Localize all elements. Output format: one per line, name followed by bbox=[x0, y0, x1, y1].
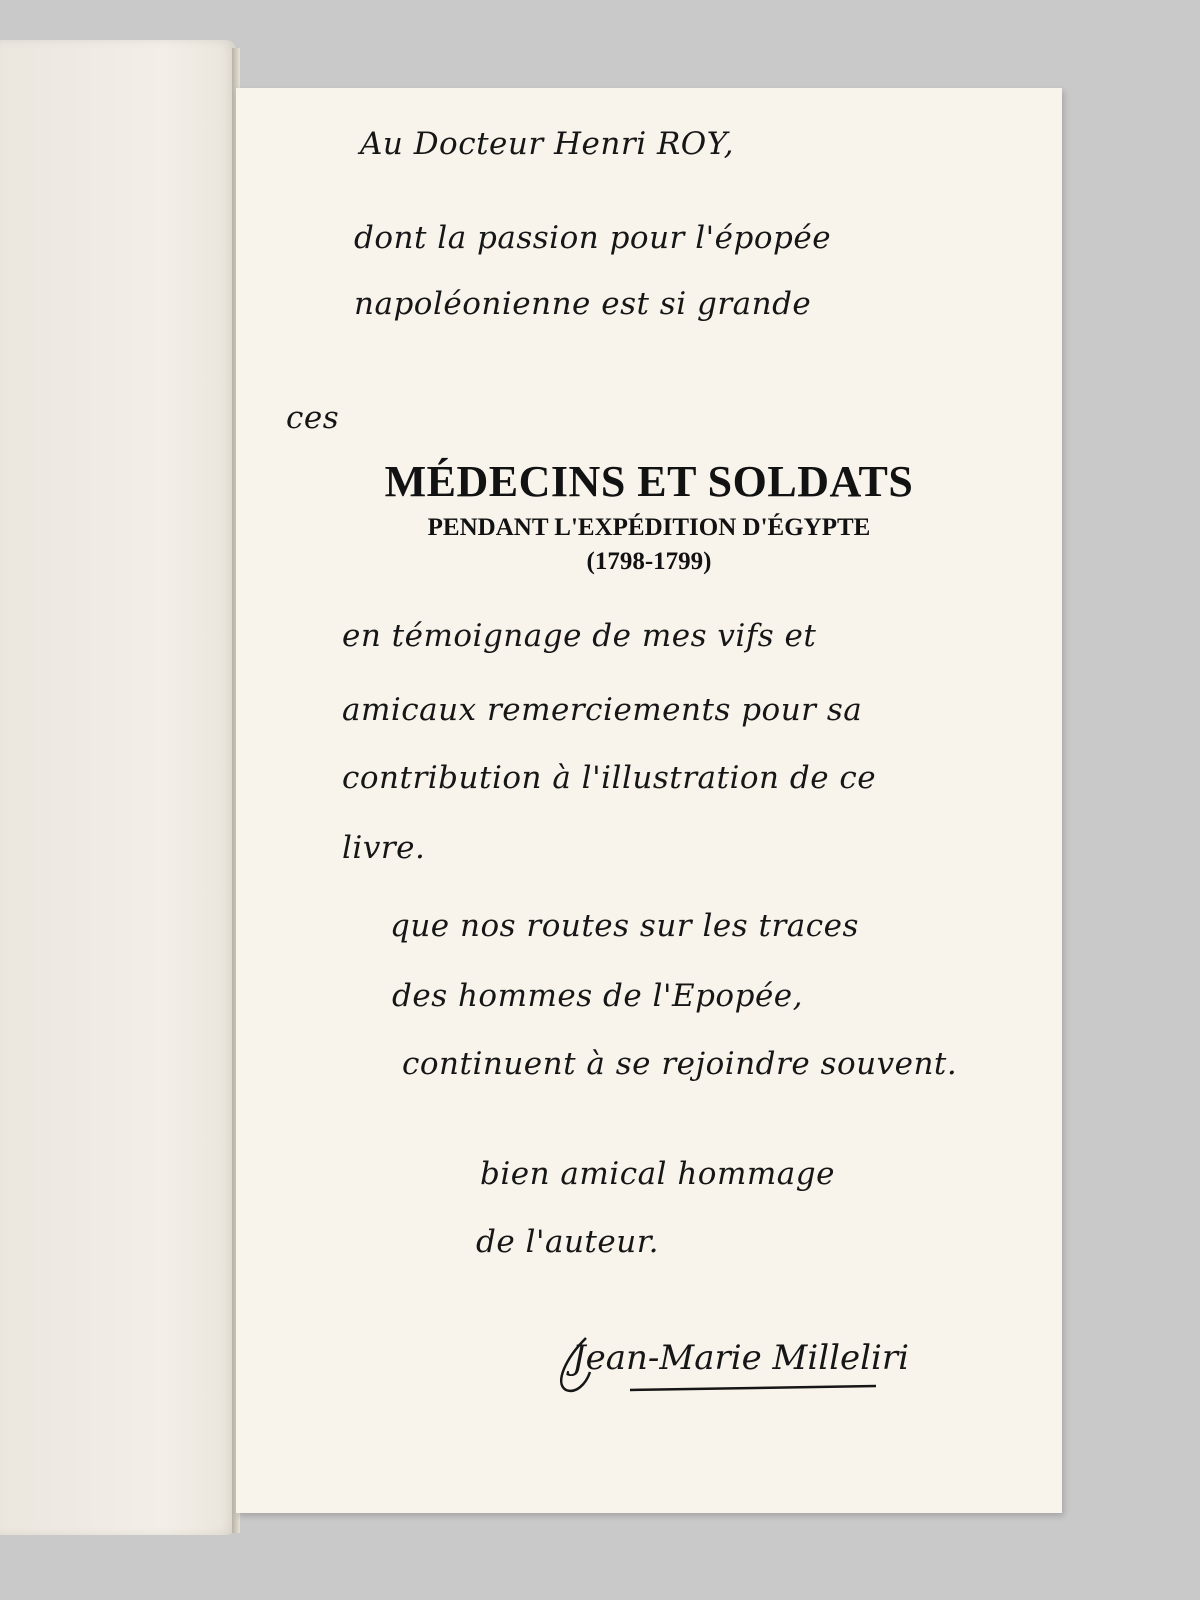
signature-text: Jean-Marie Milleliri bbox=[572, 1338, 909, 1378]
title-page bbox=[236, 88, 1062, 1513]
inscription-line: dont la passion pour l'épopée bbox=[354, 220, 832, 256]
left-page bbox=[0, 40, 236, 1535]
inscription-line: en témoignage de mes vifs et bbox=[342, 618, 817, 654]
inscription-line: continuent à se rejoindre souvent. bbox=[402, 1046, 958, 1082]
inscription-line: amicaux remerciements pour sa bbox=[342, 692, 863, 728]
book-title: MÉDECINS ET SOLDATS bbox=[384, 457, 914, 506]
book-dates: (1798-1799) bbox=[586, 548, 712, 575]
inscription-line: napoléonienne est si grande bbox=[354, 286, 812, 322]
inscription-line: de l'auteur. bbox=[476, 1224, 659, 1260]
book-subtitle: PENDANT L'EXPÉDITION D'ÉGYPTE bbox=[427, 514, 871, 541]
inscription-line: Au Docteur Henri ROY, bbox=[360, 126, 735, 162]
inscription-line: que nos routes sur les traces bbox=[390, 908, 859, 944]
inscription-line: livre. bbox=[342, 830, 426, 866]
inscription-line: bien amical hommage bbox=[480, 1156, 835, 1192]
inscription-line: des hommes de l'Epopée, bbox=[392, 978, 803, 1014]
inscription-line: ces bbox=[286, 400, 340, 436]
inscription-line: contribution à l'illustration de ce bbox=[342, 760, 877, 796]
